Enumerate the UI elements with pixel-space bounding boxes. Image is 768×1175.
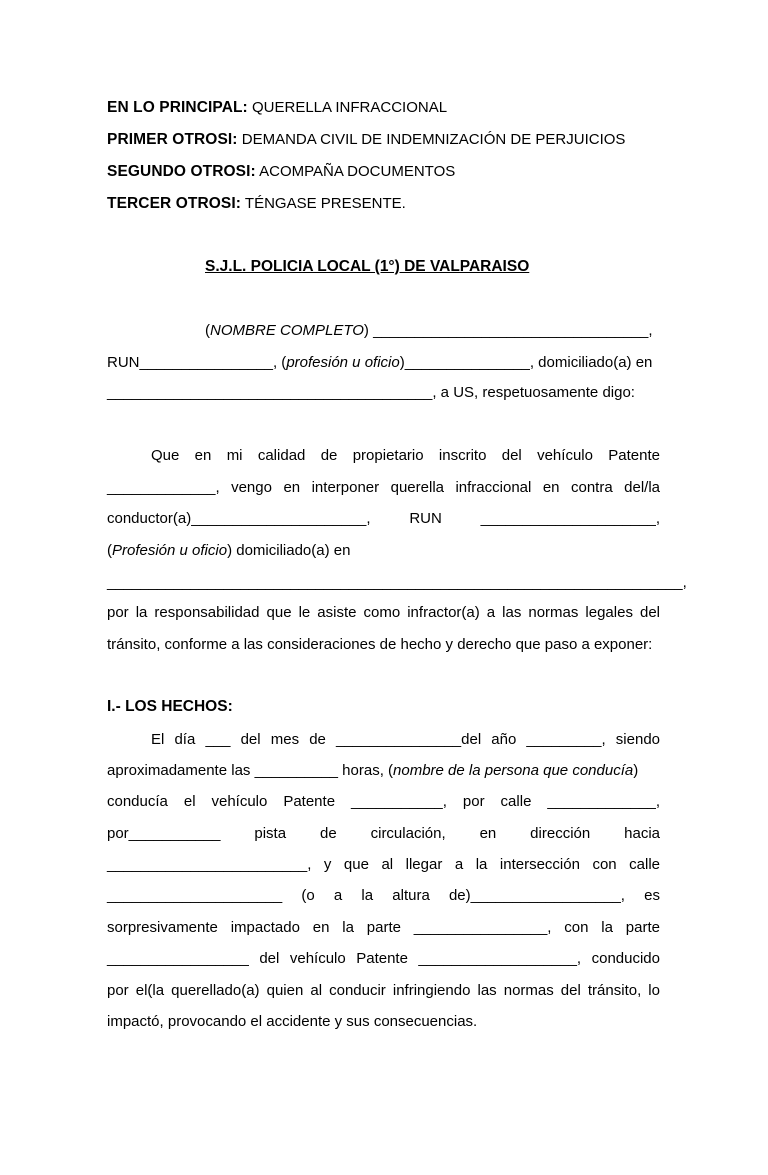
hechos-line-10: impactó, provocando el accidente y sus consecuencias. (107, 1013, 478, 1030)
para1-line-5: _____________________________________________________________________, (107, 574, 687, 591)
hechos-line-4: por___________ pista de circulación, en dirección hacia (107, 825, 660, 842)
para1-line-6: por la responsabilidad que le asiste como infractor(a) a las normas legales del (107, 604, 660, 621)
text-segment: ) (633, 762, 639, 779)
text-segment: )_______________, domiciliado(a) en (399, 354, 653, 371)
hechos-line-8: _________________ del vehículo Patente ___________________, conducido (107, 950, 660, 967)
text-segment: ) domiciliado(a) en (227, 542, 351, 559)
sumilla-text: TÉNGASE PRESENTE. (244, 195, 406, 212)
para1-line-7: tránsito, conforme a las consideraciones de hecho y derecho que paso a exponer: (107, 636, 653, 653)
hechos-line-7: sorpresivamente impactado en la parte ________________, con la parte (107, 919, 660, 936)
sumilla-segundo-otrosi (107, 163, 455, 181)
sumilla-label: SEGUNDO OTROSI: (107, 163, 256, 180)
text-segment: RUN________________, ( (107, 354, 287, 371)
sumilla-label: EN LO PRINCIPAL: (107, 99, 248, 116)
profession-placeholder: Profesión u oficio (112, 542, 228, 559)
text-segment: ( (205, 322, 210, 339)
sumilla-principal (107, 99, 447, 117)
sumilla-label: TERCER OTROSI: (107, 195, 242, 212)
paren: ( (107, 542, 112, 559)
profession-placeholder: profesión u oficio (286, 354, 400, 371)
sumilla-text: QUERELLA INFRACCIONAL (251, 99, 448, 116)
sumilla-text: DEMANDA CIVIL DE INDEMNIZACIÓN DE PERJUICIOS (241, 131, 626, 148)
para1-line-2: _____________, vengo en interponer querella infraccional en contra del/la (107, 479, 660, 496)
intro-line-3: _______________________________________, a US, respetuosamente digo: (107, 384, 635, 401)
hechos-line-2 (107, 762, 660, 779)
sumilla-primer-otrosi (107, 131, 625, 149)
driver-placeholder: nombre de la persona que conducía (393, 762, 634, 779)
text-segment: ) _________________________________, (363, 322, 653, 339)
sumilla-label: PRIMER OTROSI: (107, 131, 238, 148)
hechos-line-3: conducía el vehículo Patente ___________, por calle _____________, (107, 793, 660, 810)
intro-line-1 (205, 322, 660, 339)
para1-line-3: conductor(a)_____________________, RUN _____________________, (107, 510, 660, 527)
hechos-line-9: por el(la querellado(a) quien al conducir infringiendo las normas del tránsito, lo (107, 982, 660, 999)
section-title-hechos: I.- LOS HECHOS: (107, 698, 233, 715)
court-heading: S.J.L. POLICIA LOCAL (1°) DE VALPARAISO (205, 258, 530, 275)
text-segment (107, 542, 350, 559)
hechos-line-6: _____________________ (o a la altura de)__________________, es (107, 887, 660, 904)
sumilla-text: ACOMPAÑA DOCUMENTOS (259, 163, 456, 180)
hechos-line-1: El día ___ del mes de _______________del año _________, siendo (151, 731, 660, 748)
sumilla-tercer-otrosi (107, 195, 406, 213)
name-placeholder: NOMBRE COMPLETO (210, 322, 364, 339)
para1-line-1: Que en mi calidad de propietario inscrito del vehículo Patente (151, 447, 660, 464)
intro-line-2 (107, 354, 660, 371)
text-segment: aproximadamente las __________ horas, ( (107, 762, 394, 779)
hechos-line-5: ________________________, y que al llegar a la intersección con calle (107, 856, 660, 873)
